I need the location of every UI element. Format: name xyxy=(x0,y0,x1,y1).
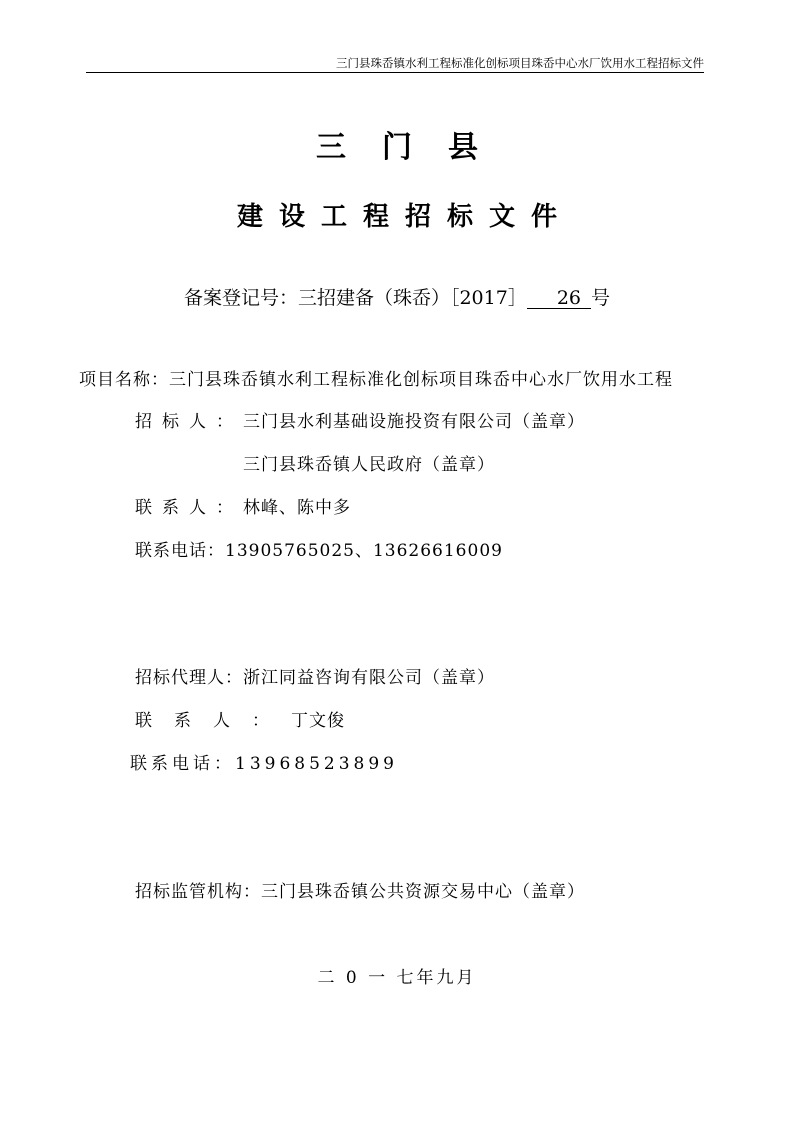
agent-label: 招标代理人： xyxy=(135,668,243,688)
tenderer-phone-label: 联系电话： xyxy=(135,541,225,561)
agent-line xyxy=(135,666,495,690)
agent-phone-label: 联系电话： xyxy=(130,754,235,774)
project-name-label: 项目名称： xyxy=(79,370,169,390)
record-suffix: 号 xyxy=(591,287,611,309)
tenderer-value-1: 三门县水利基础设施投资有限公司（盖章） xyxy=(243,412,585,432)
tenderer-contact-label: 联系人： xyxy=(135,498,243,518)
tenderer-value-2: 三门县珠岙镇人民政府（盖章） xyxy=(243,455,495,475)
tenderer-contact-value: 林峰、陈中多 xyxy=(243,498,351,518)
agent-phone-line xyxy=(130,752,398,776)
cover-title-document: 建设工程招标文件 xyxy=(236,202,573,232)
record-number: 26 xyxy=(527,288,591,309)
running-header-text: 三门县珠岙镇水利工程标准化创标项目珠岙中心水厂饮用水工程招标文件 xyxy=(336,56,704,70)
agent-contact-label: 联系人： xyxy=(135,711,291,731)
project-name-line xyxy=(79,368,673,392)
tenderer-line-2 xyxy=(243,453,495,477)
supervision-value: 三门县珠岙镇公共资源交易中心（盖章） xyxy=(261,882,585,902)
tenderer-phone-line xyxy=(135,539,503,563)
project-name-value: 三门县珠岙镇水利工程标准化创标项目珠岙中心水厂饮用水工程 xyxy=(169,370,673,390)
agent-value: 浙江同益咨询有限公司（盖章） xyxy=(243,668,495,688)
record-registration-line xyxy=(0,286,794,310)
tenderer-line xyxy=(135,410,585,434)
agent-contact-value: 丁文俊 xyxy=(291,711,345,731)
document-date: 二 0 一 七年九月 xyxy=(317,968,477,988)
tenderer-phone-value: 13905765025、13626616009 xyxy=(225,541,503,561)
running-header xyxy=(86,56,704,73)
cover-title-county: 三门县 xyxy=(316,130,514,165)
supervision-label: 招标监管机构： xyxy=(135,882,261,902)
record-prefix: 备案登记号：三招建备（珠岙）［2017］ xyxy=(183,287,527,309)
tenderer-contact-line xyxy=(135,496,351,520)
tenderer-label: 招标人： xyxy=(135,412,243,432)
agent-contact-line xyxy=(135,709,345,733)
supervision-line xyxy=(135,880,585,904)
agent-phone-value: 13968523899 xyxy=(235,754,398,774)
